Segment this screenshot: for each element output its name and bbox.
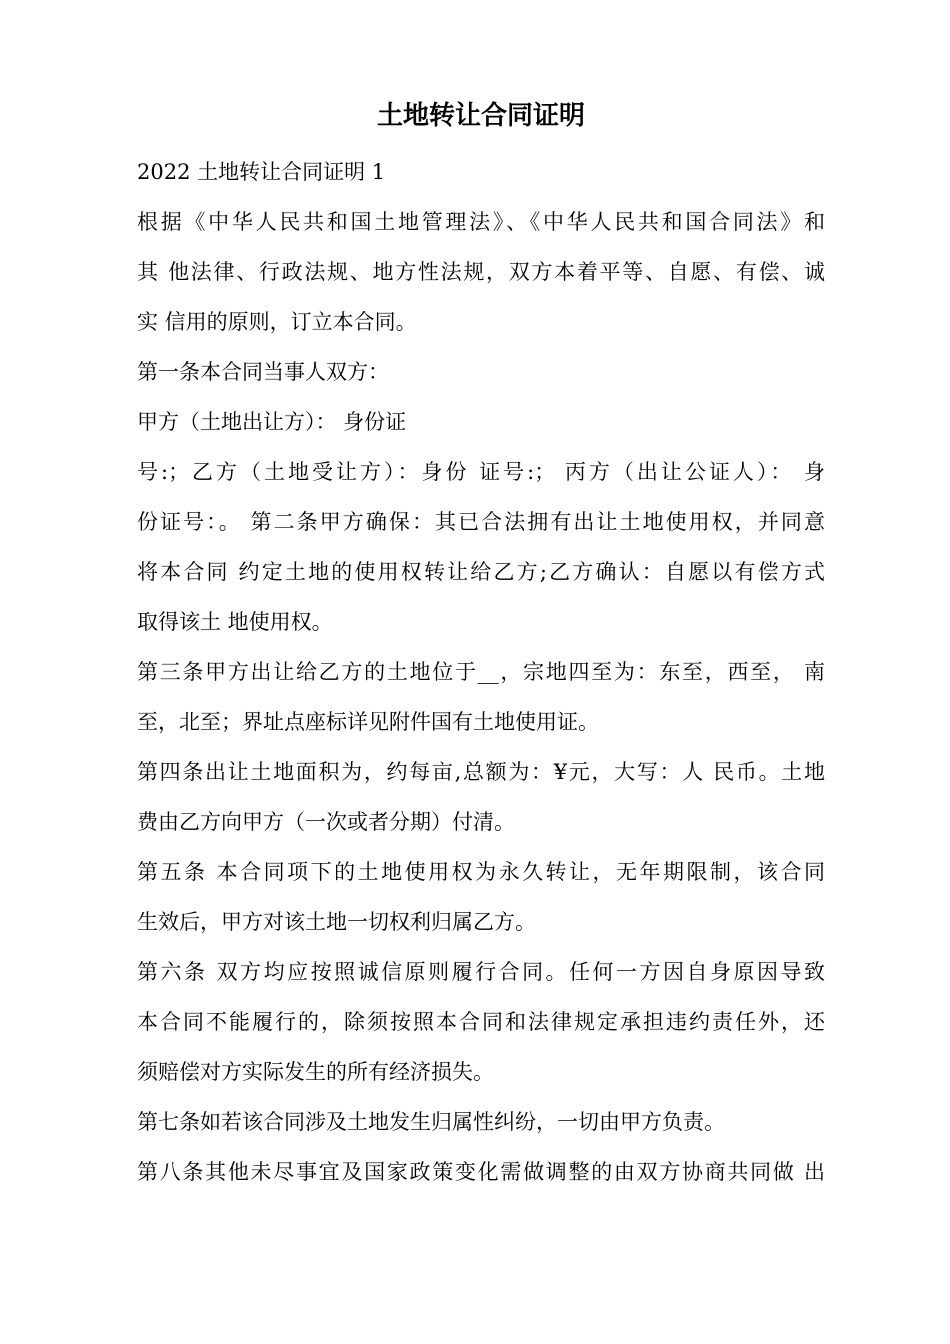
body-line: 第八条其他未尽事宜及国家政策变化需做调整的由双方协商共同做 出 xyxy=(137,1160,825,1184)
body-line: 生效后，甲方对该土地一切权利归属乙方。 xyxy=(137,910,536,934)
body-line: 取得该土 地使用权。 xyxy=(137,610,333,634)
body-line: 第六条 双方均应按照诚信原则履行合同。任何一方因自身原因导致 xyxy=(137,960,825,984)
body-line: 第七条如若该合同涉及土地发生归属性纠纷，一切由甲方负责。 xyxy=(137,1110,725,1134)
body-line: 第五条 本合同项下的土地使用权为永久转让，无年期限制，该合同 xyxy=(137,860,825,884)
body-line: 份证号：。 第二条甲方确保：其已合法拥有出让土地使用权，并同意 xyxy=(137,510,825,534)
body-line: 费由乙方向甲方（一次或者分期）付清。 xyxy=(137,810,515,834)
document-title: 土地转让合同证明 xyxy=(376,101,585,131)
body-line: 第三条甲方出让给乙方的土地位于__，宗地四至为：东至，西至， 南 xyxy=(137,660,825,684)
body-line: 将本合同 约定土地的使用权转让给乙方;乙方确认：自愿以有偿方式 xyxy=(137,560,825,584)
body-line: 本合同不能履行的，除须按照本合同和法律规定承担违约责任外，还 xyxy=(137,1010,825,1034)
body-line: 须赔偿对方实际发生的所有经济损失。 xyxy=(137,1060,494,1084)
body-line: 至，北至；界址点座标详见附件国有土地使用证。 xyxy=(137,710,599,734)
body-line: 2022 土地转让合同证明 1 xyxy=(137,160,386,184)
body-line: 其 他法律、行政法规、地方性法规，双方本着平等、自愿、有偿、诚 xyxy=(137,260,825,284)
body-line: 根据《中华人民共和国土地管理法》、《中华人民共和国合同法》和 xyxy=(137,210,825,234)
body-line: 第一条本合同当事人双方： xyxy=(137,360,389,384)
body-line: 实 信用的原则，订立本合同。 xyxy=(137,310,417,334)
body-line: 甲方（土地出让方）： 身份证 xyxy=(137,410,407,434)
document-body xyxy=(137,147,825,1197)
body-line: 第四条出让土地面积为，约每亩,总额为：¥元，大写：人 民币。土地 xyxy=(137,760,825,784)
body-line: 号:；乙方（土地受让方）：身份 证号:； 丙方（出让公证人）： 身 xyxy=(137,460,825,484)
